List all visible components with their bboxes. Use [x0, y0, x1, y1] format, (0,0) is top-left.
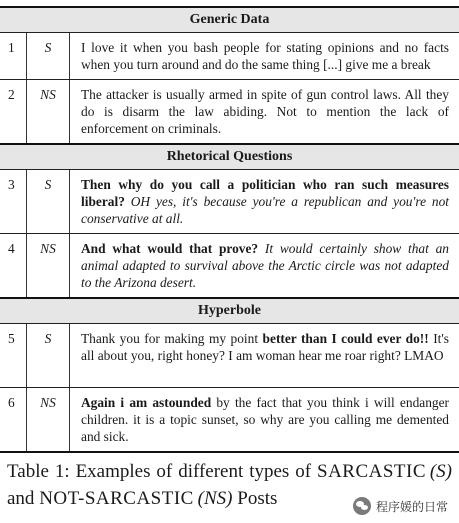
row-label: NS: [27, 80, 70, 143]
table-row: [0, 33, 459, 79]
row-number: 5: [0, 324, 27, 387]
caption-not-sarcastic: NOT-SARCASTIC: [39, 488, 194, 509]
text-part-bold: better than I could ever do!!: [262, 331, 429, 346]
row-label: S: [27, 324, 70, 387]
table-row: [0, 80, 459, 143]
table-bottom-rule: [0, 451, 459, 453]
watermark-text: 程序媛的日常: [375, 499, 448, 514]
row-number: 1: [0, 33, 27, 79]
text-part-bold: Again i am astounded: [81, 395, 212, 410]
text-part: Thank you for making my point: [81, 331, 263, 346]
section-header-rhetorical-questions: Rhetorical Questions: [0, 145, 459, 169]
text-part: I love it when you bash people for stating opinions and no facts when you turn around and do the same thing [...] give me a break: [81, 40, 449, 72]
row-text: [70, 388, 459, 451]
watermark: [350, 496, 451, 516]
caption-middle: and: [7, 488, 40, 509]
row-number: 3: [0, 170, 27, 233]
table-row: [0, 324, 459, 387]
row-number: 6: [0, 388, 27, 451]
caption-prefix: Table 1: Examples of different types of: [7, 461, 317, 482]
text-part: It's all about you, right honey? I am woman hear me roar right? LMAO: [81, 331, 449, 363]
examples-table: [0, 6, 459, 453]
row-label: S: [27, 170, 70, 233]
row-label: S: [27, 33, 70, 79]
section-header-generic-data: Generic Data: [0, 8, 459, 32]
row-label: NS: [27, 388, 70, 451]
row-number: 4: [0, 234, 27, 297]
caption-suffix: Posts: [232, 488, 278, 509]
text-part: The attacker is usually armed in spite of gun control laws. All they do is disarm the law abiding. Not to mention the lack of enforcement on criminals.: [81, 87, 449, 136]
row-text: [70, 234, 459, 297]
text-part-italic: It would certainly show that an animal adapted to survival above the Arctic circle was not adapted to the Arizona desert.: [81, 241, 449, 290]
text-part: by the fact that you think i will endanger children. it is a topic sunset, so why are you calling me demented and sick.: [81, 395, 450, 444]
table-row: [0, 388, 459, 451]
caption-sarcastic: SARCASTIC: [317, 461, 427, 482]
text-part-bold: Then why do you call a politician who ran such measures liberal?: [81, 177, 449, 209]
table-row: [0, 234, 459, 297]
caption-ns-label: (NS): [197, 488, 233, 509]
section-header-hyperbole: Hyperbole: [0, 299, 459, 323]
row-label: NS: [27, 234, 70, 297]
text-part-italic: OH yes, it's because you're a republican and you're not conservative at all.: [81, 194, 449, 226]
row-number: 2: [0, 80, 27, 143]
row-text: [70, 324, 459, 387]
wechat-icon: [353, 497, 371, 515]
row-text: [70, 80, 459, 143]
caption-s-label: (S): [429, 461, 452, 482]
row-text: [70, 170, 459, 233]
text-part-bold: And what would that prove?: [81, 241, 259, 256]
table-row: [0, 170, 459, 233]
row-text: [70, 33, 459, 79]
